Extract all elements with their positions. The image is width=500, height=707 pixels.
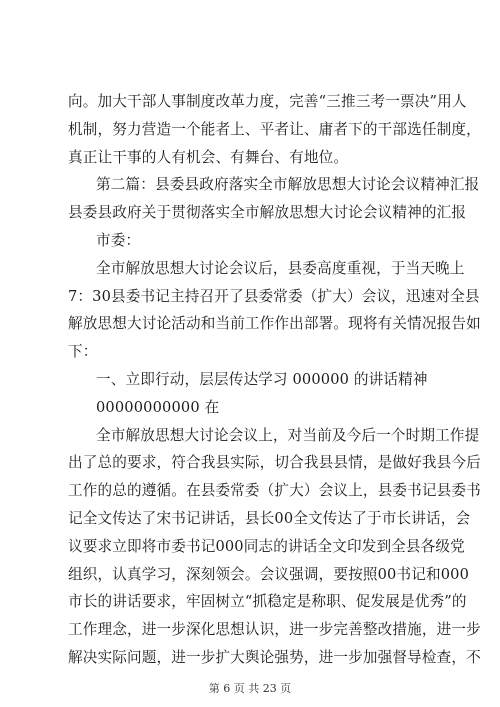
text-line-1: 向。加大干部人事制度改革力度，完善“三推三考一票决”用人	[68, 93, 467, 110]
section-heading-line-2: 县委县政府关于贯彻落实全市解放思想大讨论会议精神的汇报	[68, 204, 467, 222]
text-line-19: 市长的讲话要求，牢固树立“抓稳定是称职、促发展是优秀”的	[68, 593, 467, 611]
subsection-heading: 一、立即行动，层层传达学习 000000 的讲话精神	[96, 371, 428, 388]
text-line-10: 下：	[68, 343, 98, 361]
text-line-18: 组织，认真学习，深刻领会。会议强调，要按照00书记和000	[68, 565, 470, 583]
text-line-13: 全市解放思想大讨论会议上，对当前及今后一个时期工作提	[96, 426, 480, 444]
salutation: 市委：	[96, 232, 141, 249]
text-line-16: 记全文传达了宋书记讲话，县长00全文传达了于市长讲话，会	[68, 510, 471, 527]
text-line-9: 解放思想大讨论活动和当前工作作出部署。现将有关情况报告如	[68, 315, 481, 333]
text-line-20: 工作理念，进一步深化思想认识，进一步完善整改措施，进一步	[68, 621, 481, 639]
text-line-2: 机制，努力营造一个能者上、平者让、庸者下的干部选任制度，	[68, 120, 481, 138]
text-line-15: 工作的总的遵循。在县委常委（扩大）会议上，县委书记县委书	[68, 482, 481, 500]
text-line-12: 00000000000 在	[96, 398, 220, 416]
text-line-21: 解决实际问题，进一步扩大舆论强势，进一步加强督导检查，不	[68, 649, 481, 666]
text-line-17: 议要求立即将市委书记000同志的讲话全文印发到全县各级党	[68, 537, 465, 555]
page-number-footer: 第 6 页 共 23 页	[208, 682, 292, 695]
text-line-14: 出了总的要求，符合我县实际，切合我县县情，是做好我县今后	[68, 454, 481, 472]
section-heading-line-1: 第二篇：县委县政府落实全市解放思想大讨论会议精神汇报	[96, 176, 480, 194]
text-line-3: 真正让干事的人有机会、有舞台、有地位。	[68, 148, 349, 166]
text-line-7: 全市解放思想大讨论会议后，县委高度重视，于当天晚上	[96, 259, 465, 277]
text-line-8: 7：30县委书记主持召开了县委常委（扩大）会议，迅速对全县	[68, 287, 480, 305]
